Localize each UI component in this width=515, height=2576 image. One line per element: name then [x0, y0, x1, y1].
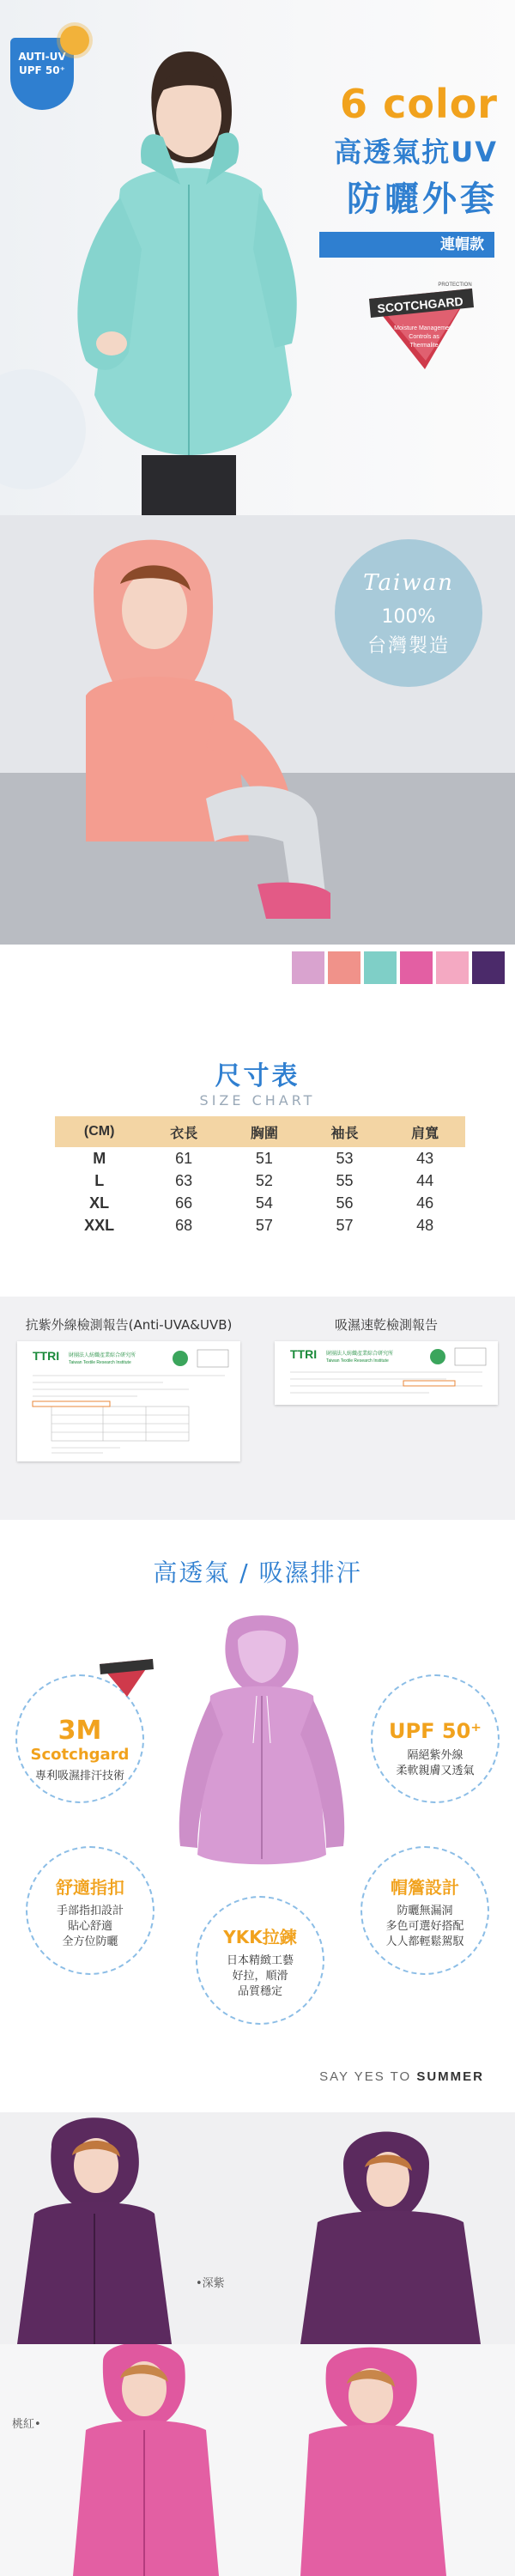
taiwan-percent: 100% — [381, 606, 436, 628]
color-swatches — [0, 945, 515, 996]
made-in-taiwan-badge — [335, 539, 482, 687]
features-title: 高透氣 / 吸濕排汗 — [153, 1558, 362, 1587]
anti-uv-badge — [10, 38, 74, 110]
table-cell: 51 — [255, 1149, 273, 1167]
feature-upf50 — [371, 1674, 500, 1803]
model-mint-jacket — [60, 34, 335, 515]
table-cell: 48 — [416, 1216, 434, 1234]
ttri-logo-text: TTRI — [290, 1347, 318, 1361]
feature-3m-title: 3M — [58, 1716, 102, 1746]
badge-line-1: AUTI-UV — [18, 51, 66, 63]
feature-3m-scotchgard — [15, 1674, 144, 1803]
scotchgard-protection-text: PROTECTION — [438, 283, 472, 288]
made-in-taiwan-section — [0, 515, 515, 945]
scotchgard-text: SCOTCHGARD — [376, 294, 464, 316]
report-image — [17, 1341, 240, 1461]
scotchgard-desc-3: Thermalite — [409, 343, 439, 349]
feature-ykk-title: YKK拉鍊 — [223, 1927, 297, 1947]
feature-upf-title: UPF 50⁺ — [389, 1719, 482, 1743]
table-cell: 66 — [175, 1194, 193, 1212]
table-cell: 43 — [416, 1149, 434, 1167]
feature-ykk-zipper — [196, 1896, 324, 2025]
hooded-tag: 連帽款 — [319, 232, 494, 258]
table-row — [55, 1214, 465, 1236]
table-cell: 56 — [336, 1194, 354, 1212]
size-chart-section — [0, 996, 515, 1297]
hero-title-line-2: 防曬外套 — [347, 179, 498, 219]
header-unit: (CM) — [55, 1116, 143, 1147]
uv-report-document[interactable] — [17, 1341, 240, 1461]
hero-banner — [0, 0, 515, 515]
taiwan-script: Taiwan — [363, 570, 454, 596]
feature-3m-subtitle: Scotchgard — [30, 1746, 130, 1764]
size-label: XXL — [84, 1216, 115, 1234]
table-cell: 57 — [336, 1216, 354, 1234]
table-cell: 54 — [255, 1194, 273, 1212]
size-label: L — [94, 1171, 105, 1189]
label-deep-purple: •深紫 — [196, 2277, 225, 2290]
swatch-pink[interactable] — [436, 951, 469, 984]
table-cell: 46 — [416, 1194, 434, 1212]
header-chest: 胸圍 — [224, 1116, 305, 1147]
size-table-header — [55, 1116, 465, 1147]
label-peach-pink: 桃紅• — [12, 2418, 41, 2431]
say-yes-prefix: SAY YES TO — [319, 2069, 417, 2084]
ttri-logo-text: TTRI — [33, 1349, 60, 1363]
features-section — [0, 1520, 515, 2112]
feature-hood-title: 帽簷設計 — [391, 1877, 459, 1898]
lilac-jacket-image — [176, 1614, 348, 1880]
header-sleeve: 袖長 — [305, 1116, 385, 1147]
gallery-pink-row — [0, 2344, 515, 2576]
swatch-lilac[interactable] — [292, 951, 324, 984]
swatch-deep-purple[interactable] — [472, 951, 505, 984]
size-table — [55, 1116, 465, 1236]
hero-title-block — [334, 81, 498, 221]
table-cell: 52 — [255, 1171, 273, 1189]
feature-upf-desc: 隔絕紫外線 柔軟親膚又透氣 — [396, 1749, 475, 1777]
hero-title-line-1: 高透氣抗UV — [334, 136, 498, 168]
badge-line-2: UPF 50⁺ — [19, 64, 65, 76]
header-shoulder: 肩寬 — [385, 1116, 465, 1147]
sun-icon — [60, 26, 89, 55]
feature-thumb-desc: 手部指扣設計 貼心舒適 全方位防曬 — [56, 1905, 124, 1948]
table-row — [55, 1147, 465, 1170]
swatch-rose[interactable] — [400, 951, 433, 984]
ttri-logo-sub: 財團法人紡織產業綜合研究所 — [69, 1352, 136, 1358]
feature-3m-desc: 專利吸濕排汗技術 — [34, 1770, 124, 1783]
say-yes-bold: SUMMER — [416, 2069, 484, 2084]
swatch-coral[interactable] — [328, 951, 360, 984]
header-length: 衣長 — [143, 1116, 224, 1147]
ttri-logo-en: Taiwan Textile Research Institute — [326, 1358, 389, 1364]
feature-thumb-title: 舒適指扣 — [56, 1877, 124, 1898]
feature-hood-desc: 防曬無漏洞 多色可選好搭配 人人都輕鬆駕馭 — [385, 1905, 464, 1948]
feature-hood-brim — [360, 1846, 489, 1975]
feature-thumb-hole — [26, 1846, 154, 1975]
scotchgard-logo — [360, 273, 489, 376]
table-cell: 68 — [175, 1216, 193, 1234]
moisture-report-document[interactable] — [275, 1341, 498, 1405]
hero-color-count: 6 color — [340, 81, 498, 127]
moisture-report-title: 吸濕速乾檢測報告 — [334, 1317, 438, 1333]
uv-report-title: 抗紫外線檢測報告(Anti-UVA&UVB) — [25, 1317, 233, 1333]
table-cell: 61 — [175, 1149, 193, 1167]
feature-ykk-desc: 日本精緻工藝 好拉，順滑 品質穩定 — [226, 1954, 294, 1998]
ttri-logo-en: Taiwan Textile Research Institute — [69, 1360, 131, 1365]
taiwan-made-text: 台灣製造 — [367, 635, 450, 657]
table-row — [55, 1192, 465, 1214]
say-yes-to-summer — [319, 2069, 484, 2084]
scotchgard-desc-1: Moisture Management — [394, 325, 454, 331]
swatch-mint[interactable] — [364, 951, 397, 984]
table-cell: 55 — [336, 1171, 354, 1189]
size-label: M — [93, 1149, 106, 1167]
purple-models-image — [0, 2112, 515, 2344]
table-cell: 57 — [255, 1216, 273, 1234]
test-reports-section — [0, 1297, 515, 1520]
table-row — [55, 1170, 465, 1192]
size-chart-title: 尺寸表 — [215, 1061, 300, 1091]
scotchgard-desc-2: Controls as — [409, 334, 439, 340]
table-cell: 53 — [336, 1149, 354, 1167]
scotchgard-mini-logo — [96, 1654, 156, 1700]
pink-models-image — [0, 2344, 515, 2576]
table-cell: 44 — [416, 1171, 434, 1189]
ttri-logo-sub: 財團法人紡織產業綜合研究所 — [326, 1351, 394, 1357]
table-cell: 63 — [175, 1171, 193, 1189]
gallery-purple-row — [0, 2112, 515, 2344]
size-chart-subtitle: SIZE CHART — [199, 1092, 316, 1109]
report-image — [275, 1341, 498, 1405]
size-label: XL — [89, 1194, 110, 1212]
color-gallery-section — [0, 2112, 515, 2576]
